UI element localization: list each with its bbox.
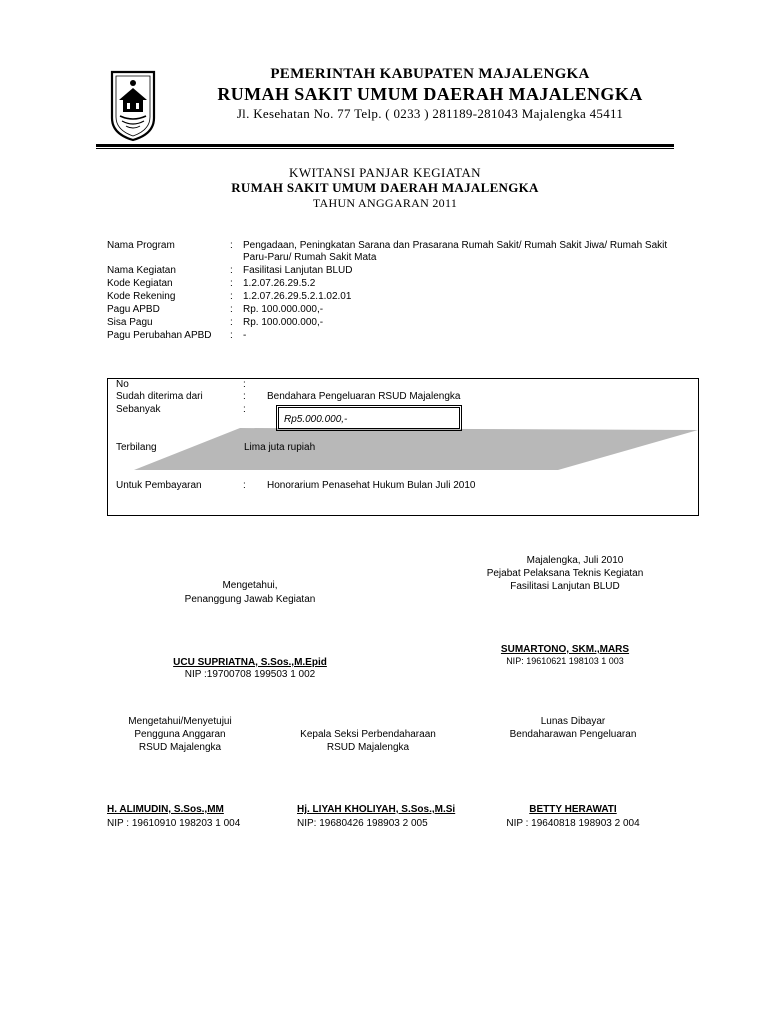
info-colon: :	[230, 278, 233, 289]
info-label-program: Nama Program	[107, 240, 175, 251]
receipt-colon: :	[243, 480, 246, 491]
doc-subtitle: RUMAH SAKIT UMUM DAERAH MAJALENGKA	[231, 180, 539, 195]
receipt-colon: :	[243, 379, 246, 390]
info-colon: :	[230, 291, 233, 302]
receipt-purpose-label: Untuk Pembayaran	[116, 480, 202, 491]
info-value-program: Pengadaan, Peningkatan Sarana dan Prasarana Rumah Sakit/ Rumah Sakit Jiwa/ Rumah Sakit Paru-Paru/ Rumah Sakit Mata	[243, 240, 668, 263]
amount-value: Rp5.000.000,-	[284, 414, 348, 425]
place-date: Majalengka, Juli 2010	[526, 555, 624, 566]
header-address: Jl. Kesehatan No. 77 Telp. ( 0233 ) 281189-281043 Majalengka 45411	[236, 106, 624, 121]
info-label-kode-rekening: Kode Rekening	[107, 291, 176, 302]
kasi-title: Kepala Seksi Perbendaharaan	[300, 729, 436, 740]
regency-seal-logo	[108, 70, 158, 142]
pa-nip: NIP : 19610910 198203 1 004	[107, 818, 241, 829]
bendahara-title: Bendaharawan Pengeluaran	[509, 729, 637, 740]
pa-title: Mengetahui/Menyetujui	[128, 716, 232, 727]
receipt-from-value: Bendahara Pengeluaran RSUD Majalengka	[267, 391, 461, 402]
bendahara-name: BETTY HERAWATI	[529, 804, 617, 815]
info-colon: :	[230, 240, 233, 251]
info-label-kegiatan: Nama Kegiatan	[107, 265, 176, 276]
receipt-purpose-value: Honorarium Penasehat Hukum Bulan Juli 2010	[267, 480, 476, 491]
info-value-perubahan: -	[243, 330, 247, 341]
header-hospital: RUMAH SAKIT UMUM DAERAH MAJALENGKA	[217, 84, 643, 104]
info-value-kode-kegiatan: 1.2.07.26.29.5.2	[243, 278, 316, 289]
info-value-sisa: Rp. 100.000.000,-	[243, 317, 324, 328]
pptk-subtitle: Fasilitasi Lanjutan BLUD	[510, 581, 620, 592]
bendahara-nip: NIP : 19640818 198903 2 004	[506, 818, 640, 829]
info-value-kode-rekening: 1.2.07.26.29.5.2.1.02.01	[243, 291, 352, 302]
pa-subtitle: Pengguna Anggaran	[134, 729, 226, 740]
bendahara-status: Lunas Dibayar	[540, 716, 606, 727]
info-colon: :	[230, 330, 233, 341]
spelled-amount-band	[108, 428, 698, 470]
receipt-no-label: No	[116, 379, 129, 390]
doc-title: KWITANSI PANJAR KEGIATAN	[289, 165, 481, 180]
kasi-org: RSUD Majalengka	[326, 742, 410, 753]
receipt-amount-label: Sebanyak	[116, 404, 161, 415]
header-government: PEMERINTAH KABUPATEN MAJALENGKA	[270, 66, 590, 82]
info-label-perubahan: Pagu Perubahan APBD	[107, 330, 212, 341]
pj-subtitle: Penanggung Jawab Kegiatan	[184, 594, 316, 605]
pptk-name: SUMARTONO, SKM.,MARS	[500, 644, 630, 655]
pa-org: RSUD Majalengka	[138, 742, 222, 753]
header-rule-thick	[96, 144, 674, 147]
receipt-colon: :	[243, 391, 246, 402]
receipt-colon: :	[243, 404, 246, 415]
pa-name: H. ALIMUDIN, S.Sos.,MM	[107, 804, 224, 815]
receipt-spelled-value: Lima juta rupiah	[244, 442, 316, 453]
header-rule-thin	[96, 148, 674, 149]
info-value-kegiatan: Fasilitasi Lanjutan BLUD	[243, 265, 353, 276]
kasi-nip: NIP: 19680426 198903 2 005	[297, 818, 428, 829]
receipt-spelled-label: Terbilang	[116, 442, 157, 453]
receipt-from-label: Sudah diterima dari	[116, 391, 203, 402]
pptk-nip: NIP: 19610621 198103 1 003	[506, 656, 624, 666]
kasi-name: Hj. LIYAH KHOLIYAH, S.Sos.,M.Si	[297, 804, 456, 815]
pj-title: Mengetahui,	[222, 580, 278, 591]
pptk-title: Pejabat Pelaksana Teknis Kegiatan	[486, 568, 644, 579]
info-colon: :	[230, 317, 233, 328]
info-value-pagu: Rp. 100.000.000,-	[243, 304, 324, 315]
info-label-kode-kegiatan: Kode Kegiatan	[107, 278, 173, 289]
doc-year: TAHUN ANGGARAN 2011	[312, 196, 458, 210]
info-colon: :	[230, 265, 233, 276]
pj-name: UCU SUPRIATNA, S.Sos.,M.Epid	[173, 657, 327, 668]
pj-nip: NIP :19700708 199503 1 002	[184, 669, 316, 680]
info-label-sisa: Sisa Pagu	[107, 317, 153, 328]
info-label-pagu: Pagu APBD	[107, 304, 160, 315]
info-colon: :	[230, 304, 233, 315]
